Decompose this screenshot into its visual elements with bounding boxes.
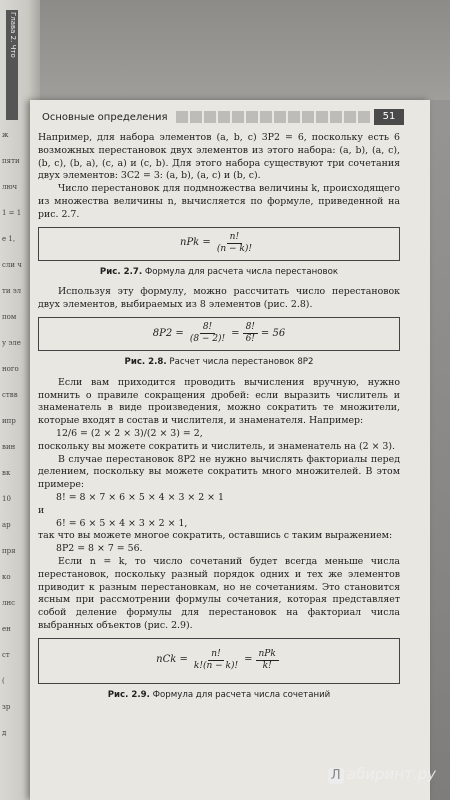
prev-page-fragment: пяти xyxy=(2,157,20,165)
numerator: nPk xyxy=(256,649,279,661)
prev-page-fragment: ар xyxy=(2,521,11,529)
prev-page-fragment: 1 = 1 xyxy=(2,209,22,217)
fraction xyxy=(214,232,255,255)
equation: 12/6 = (2 × 2 × 3)/(2 × 3) = 2, xyxy=(56,427,203,439)
formula-result: = 56 xyxy=(260,327,286,339)
caption-label: Рис. 2.7. xyxy=(99,266,143,277)
prev-page-fragment: ( xyxy=(2,677,5,685)
formula-lhs: 8P2 = xyxy=(152,327,184,339)
prev-page-fragment: вин xyxy=(2,443,16,451)
prev-page-fragment: 10 xyxy=(2,495,11,503)
fraction xyxy=(243,322,258,345)
caption-text: Формула для расчета числа сочетаний xyxy=(152,689,331,700)
prev-page-fragment: ко xyxy=(2,573,11,581)
denominator: k! xyxy=(262,661,272,672)
page-body xyxy=(38,132,400,710)
prev-page-fragment: у эле xyxy=(2,339,21,347)
fraction xyxy=(191,649,241,672)
equation: 8! = 8 × 7 × 6 × 5 × 4 × 3 × 2 × 1 xyxy=(56,491,224,503)
prev-page-fragment: зр xyxy=(2,703,11,711)
conjunction: и xyxy=(38,504,45,516)
page-number: 51 xyxy=(374,109,404,125)
caption-text: Расчет числа перестановок 8P2 xyxy=(169,356,314,367)
chapter-label: Глава 2. Что xyxy=(9,12,17,58)
prev-page-fragment: люч xyxy=(2,183,18,191)
prev-page-fragment: ен xyxy=(2,625,11,633)
denominator: k!(n − k)! xyxy=(193,661,239,672)
caption-label: Рис. 2.8. xyxy=(124,356,167,367)
figure-caption xyxy=(38,266,400,279)
paragraph: Если n = k, то число сочетаний будет всегда меньше числа перестановок, поскольку разный порядок одних и тех же элементов приводит к разным перестановкам, но не сочетаниям. Это становится ясным при рассмотрении формулы сочетания, которая представляет собой деление формулы для перестановок на факториал числа выбранных объектов (рис. 2.9). xyxy=(38,555,400,631)
prev-page-fragment: пом xyxy=(2,313,17,321)
fraction xyxy=(256,649,279,672)
numerator: n! xyxy=(208,649,223,661)
watermark-text: абиринт.ру xyxy=(346,765,436,783)
denominator: 6! xyxy=(245,334,255,345)
page-header xyxy=(34,106,404,128)
prev-page-fragment: ст xyxy=(2,651,10,659)
prev-page-fragment: ствв xyxy=(2,391,18,399)
prev-page-fragment: д xyxy=(2,729,7,737)
formula-lhs: nCk = xyxy=(156,654,188,666)
prev-page-fragment: ти эл xyxy=(2,287,22,295)
numerator: n! xyxy=(227,232,242,244)
equals-sign: = xyxy=(231,327,240,339)
prev-page-fragment: лнс xyxy=(2,599,16,607)
prev-page-fragment: сли ч xyxy=(2,261,22,269)
prev-page-fragment: ного xyxy=(2,365,19,373)
prev-page-fragment: ипр xyxy=(2,417,16,425)
figure-caption xyxy=(38,356,400,369)
paragraph: В случае перестановок 8P2 не нужно вычислять факториалы перед делением, поскольку вы можете сократить много множителей. В этом примере: xyxy=(38,453,400,491)
watermark-logo-icon: Л xyxy=(328,768,344,784)
denominator: (8 − 2)! xyxy=(189,334,226,345)
prev-page-fragment: ж xyxy=(2,131,9,139)
section-title: Основные определения xyxy=(42,111,168,123)
denominator: (n − k)! xyxy=(216,244,252,255)
paragraph: Если вам приходится проводить вычисления вручную, нужно помнить о правиле сокращения дробей: если выразить числитель и знаменатель в виде произведения, можно сократить те множители, которые входят в состав и числителя, и знаменателя. Например: xyxy=(38,376,400,427)
equation: 6! = 6 × 5 × 4 × 3 × 2 × 1, xyxy=(56,517,188,529)
prev-page-fragment: пря xyxy=(2,547,16,555)
watermark xyxy=(328,765,436,784)
paragraph: Используя эту формулу, можно рассчитать число перестановок двух элементов, выбираемых из 8 элементов (рис. 2.8). xyxy=(38,286,400,311)
numerator: 8! xyxy=(243,322,258,334)
background-surface xyxy=(30,0,450,100)
header-decoration xyxy=(176,111,372,123)
paragraph: Число перестановок для подмножества величины k, происходящего из множества величины n, вычисляется по формуле, приведенной на рис. 2.7. xyxy=(38,183,400,220)
paragraph: Например, для набора элементов (a, b, c) 3P2 = 6, поскольку есть 6 возможных перестановок двух элементов из этого набора: (a, b), (a, c), (b, c), (b, a), (c, a) и (c, b). Для этого набора существуют три сочетания двух элементов: 3C2 = 3: (a, b), (a, c) и (b, c). xyxy=(38,132,400,182)
paragraph: так что вы можете многое сократить, оставшись с таким выражением: xyxy=(38,530,393,542)
formula-box-8p2 xyxy=(38,317,400,351)
equation: 8P2 = 8 × 7 = 56. xyxy=(56,543,143,555)
numerator: 8! xyxy=(200,322,215,334)
caption-label: Рис. 2.9. xyxy=(107,689,150,700)
formula-lhs: nPk = xyxy=(180,237,211,249)
caption-text: Формула для расчета числа перестановок xyxy=(144,266,339,277)
prev-page-fragment: вк xyxy=(2,469,11,477)
formula-box-combinations xyxy=(38,638,400,684)
paragraph: поскольку вы можете сократить и числитель, и знаменатель на (2 × 3). xyxy=(38,440,396,452)
chapter-tab xyxy=(6,10,18,120)
figure-caption xyxy=(38,689,400,702)
equals-sign: = xyxy=(244,654,253,666)
prev-page-fragment: е 1, xyxy=(2,235,16,243)
formula-box-permutations xyxy=(38,227,400,261)
fraction xyxy=(187,322,228,345)
